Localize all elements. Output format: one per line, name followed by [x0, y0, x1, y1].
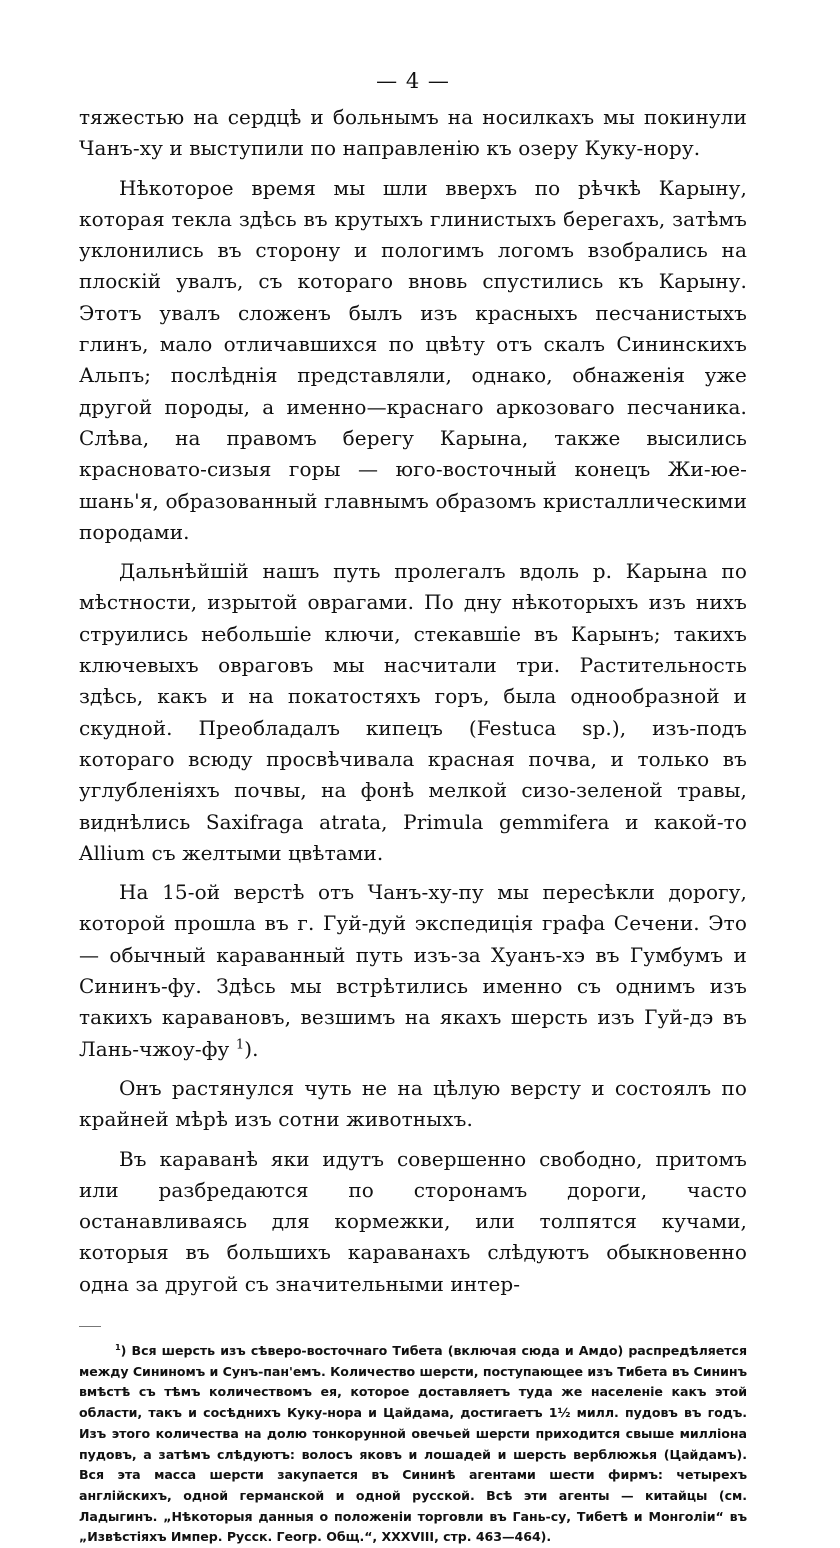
footnote-marker: 1 — [115, 1341, 121, 1352]
document-page — [79, 66, 747, 1548]
footnotes — [79, 1341, 747, 1548]
paragraph-2: Нѣкоторое время мы шли вверхъ по рѣчкѣ Карыну, которая текла здѣсь въ крутыхъ глинистыхъ берегахъ, затѣмъ уклонились въ сторону и пологимъ логомъ взобрались на плоскій увалъ, съ котораго вновь спустились къ Карыну. Этотъ увалъ сложенъ былъ изъ красныхъ песчанистыхъ глинъ, мало отличавшихся по цвѣту отъ скалъ Сининскихъ Альпъ; послѣднія представляли, однако, обнаженія уже другой породы, а именно—краснаго аркозоваго песчаника. Слѣва, на правомъ берегу Карына, также высились красновато-сизыя горы — юго-восточный конецъ Жи-юе-шань'я, образованный главнымъ образомъ кристаллическими породами. — [79, 175, 747, 544]
paragraph-4 — [79, 877, 747, 1065]
body-text — [79, 102, 747, 1300]
paragraph-3: Дальнѣйшій нашъ путь пролегалъ вдоль р. Карына по мѣстности, изрытой оврагами. По дну нѣкоторыхъ изъ нихъ струились небольшіе ключи, стекавшіе въ Карынъ; такихъ ключевыхъ овраговъ мы насчитали три. Растительность здѣсь, какъ и на покатостяхъ горъ, была однообразной и скудной. Преобладалъ кипецъ (Festuca sp.), изъ-подъ котораго всюду просвѣчивала красная почва, и только въ углубленіяхъ почвы, на фонѣ мелкой сизо-зеленой травы, виднѣлись Saxifraga atrata, Primula gemmifera и какой-то Allium съ желтыми цвѣтами. — [79, 559, 747, 865]
paragraph-1: тяжестью на сердцѣ и больнымъ на носилкахъ мы покинули Чанъ-ху и выступили по направленію къ озеру Куку-нору. — [79, 105, 747, 161]
footnote-1-text: ) Вся шерсть изъ сѣверо-восточнаго Тибета (включая сюда и Амдо) распредѣляется между Сининомъ и Сунъ-пан'емъ. Количество шерсти, поступающее изъ Тибета въ Сининъ вмѣстѣ съ тѣмъ количествомъ ея, которое доставляетъ туда же населеніе какъ этой области, такъ и сосѣднихъ Куку-нора и Цайдама, достигаетъ 1½ милл. пудовъ въ годъ. Изъ этого количества на долю тонкорунной овечьей шерсти приходится свыше милліона пудовъ, а затѣмъ слѣдуютъ: волосъ яковъ и лошадей и шерсть верблюжья (Цайдамъ). Вся эта масса шерсти закупается въ Сининѣ агентами шести фирмъ: четырехъ англійскихъ, одной германской и одной русской. Всѣ эти агенты — китайцы (см. Ладыгинъ. „Нѣкоторыя данныя о положеніи торговли въ Гань-су, Тибетѣ и Монголіи“ въ „Извѣстіяхъ Импер. Русск. Геогр. Общ.“, XXXVIII, стр. 463—464). — [79, 1342, 747, 1545]
paragraph-5: Онъ растянулся чуть не на цѣлую версту и состоялъ по крайней мѣрѣ изъ сотни животныхъ. — [79, 1075, 747, 1132]
footnote-divider — [79, 1326, 101, 1327]
paragraph-4-text: На 15-ой верстѣ отъ Чанъ-ху-пу мы пересѣкли дорогу, которой прошла въ г. Гуй-дуй экспедиція графа Сечени. Это — обычный караванный путь изъ-за Хуанъ-хэ въ Гумбумъ и Сининъ-фу. Здѣсь мы встрѣтились именно съ однимъ изъ такихъ каравановъ, везшимъ на якахъ шерсть изъ Гуй-дэ въ Лань-чжоу-фу — [79, 880, 747, 1061]
footnote-reference[interactable]: 1 — [235, 1036, 245, 1052]
paragraph-4-closing: ). — [244, 1036, 259, 1061]
paragraph-6: Въ караванѣ яки идутъ совершенно свободно, притомъ или разбредаются по сторонамъ дороги, часто останавливаясь для кормежки, или толпятся кучами, которыя въ большихъ караванахъ слѣдуютъ обыкновенно одна за другой съ значительными интер- — [79, 1146, 747, 1296]
page-number: — 4 — — [376, 69, 450, 93]
footnote-1 — [79, 1341, 747, 1548]
